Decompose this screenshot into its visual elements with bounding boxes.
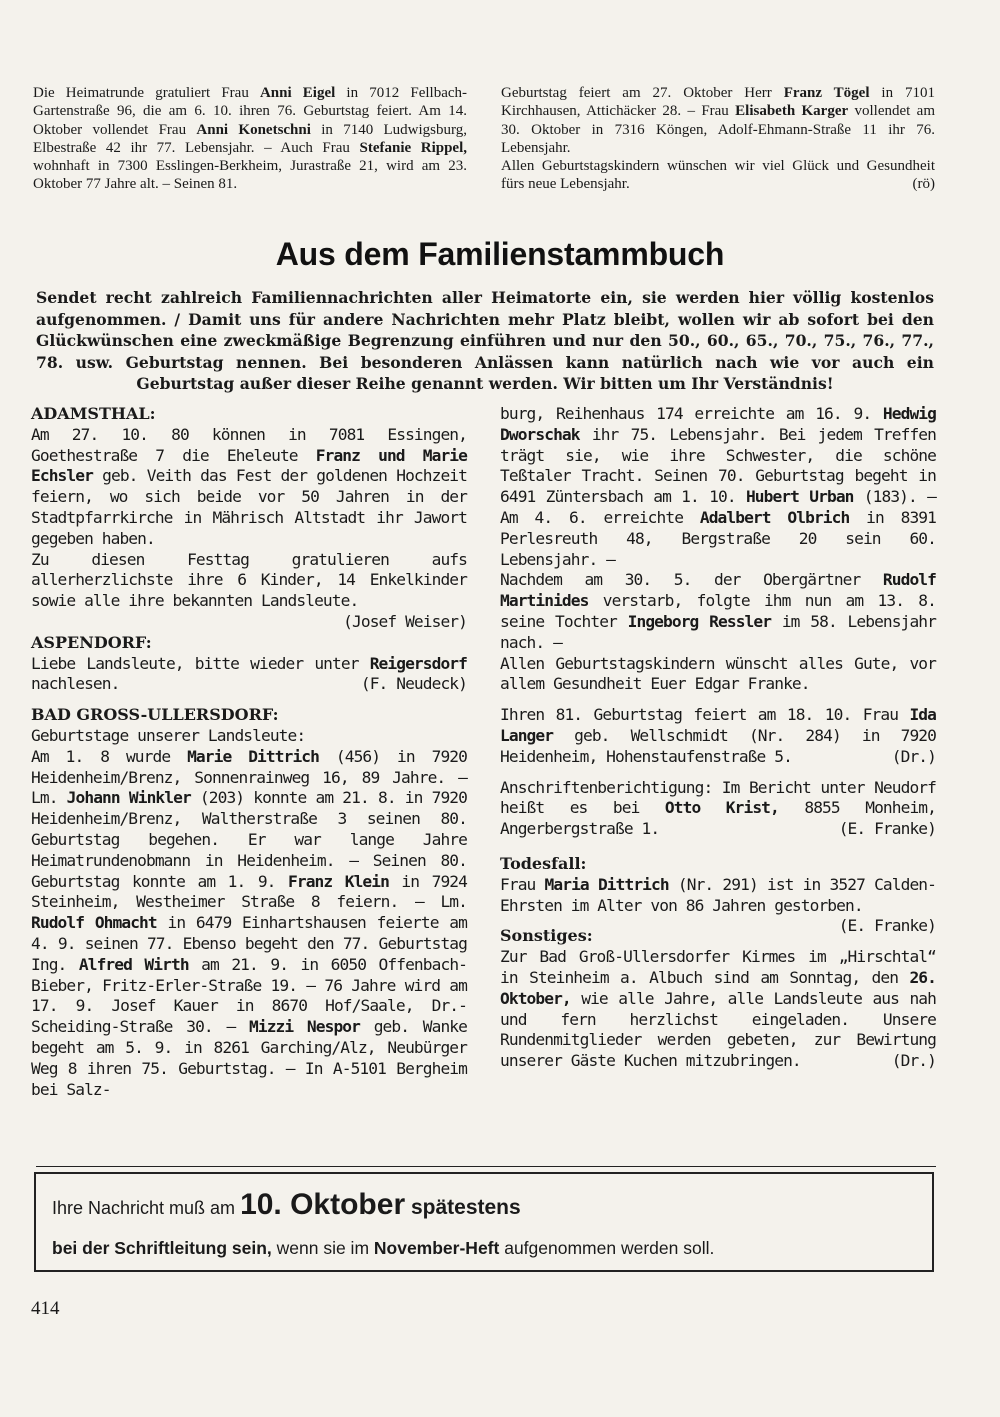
notice-line-2: bei der Schriftleitung sein, wenn sie im November-Heft aufgenommen werden soll.	[52, 1238, 715, 1258]
sonstiges-title: Sonstiges:	[500, 926, 593, 946]
bad-gross-ullersdorf-title: BAD GROSS-ULLERSDORF:	[31, 705, 279, 725]
deadline-notice-box	[34, 1172, 934, 1272]
top-right-signature: (rö)	[912, 176, 935, 193]
anschrift-signature: (E. Franke)	[838, 819, 936, 839]
bad-birthdays-paragraph: Am 1. 8 wurde Marie Dittrich (456) in 7920 Heidenheim/Brenz, Sonnenrainweg 16, 89 Jahre. – Lm. Johann Winkler (203) konnte am 21. 8. in 7920 Heidenheim/Brenz, Waltherstraße 3 seinen 80. Geburtstag begehen. Er war lange Jahre Heimatrundenobmann in Heidenheim. – Seinen 80. Geburtstag konnte am 1. 9. Franz Klein in 7924 Steinheim, Westheimer Straße 8 feiern. – Lm. Rudolf Ohmacht in 6479 Einhartshausen feierte am 4. 9. seinen 77. Ebenso begeht den 77. Geburtstag Ing. Alfred Wirth am 21. 9. in 6050 Offenbach-Bieber, Fritz-Erler-Straße 19. – 76 Jahre wird am 17. 9. Josef Kauer in 8670 Hof/Saale, Dr.-Scheiding-Straße 30. – Mizzi Nespor geb. Wanke begeht am 5. 9. in 8261 Garching/Alz, Neubürger Weg 8 ihren 75. Geburtstag. – In A-5101 Bergheim bei Salz-	[31, 746, 468, 1099]
notice-rule	[36, 1166, 936, 1167]
adamsthal-paragraph: Am 27. 10. 80 können in 7081 Essingen, Goethestraße 7 die Eheleute Franz und Marie Echsler geb. Veith das Fest der goldenen Hochzeit feiern, wo sich beide vor 50 Jahren in der Stadtpfarrkirche in Mährisch Altstadt ihr Jawort gegeben haben.	[31, 424, 467, 548]
aspendorf-paragraph: Liebe Landsleute, bitte wieder unter Reigersdorf nachlesen. (F. Neudeck)	[31, 653, 467, 694]
page-number: 414	[31, 1298, 60, 1319]
bad-birthdays-continued: burg, Reihenhaus 174 erreichte am 16. 9. Hedwig Dworschak ihr 75. Lebensjahr. Bei jedem Treffen trägt sie, wie ihre Schwester, die schöne Teßtaler Tracht. Seinen 70. Geburtstag begeht in 6491 Züntersbach am 1. 10. Hubert Urban (183). – Am 4. 6. erreichte Adalbert Olbrich in 8391 Perlesreuth 48, Bergstraße 20 sein 60. Lebensjahr. –	[500, 404, 937, 569]
todesfall-signature: (E. Franke)	[838, 916, 936, 936]
anschrift-paragraph: Anschriftenberichtigung: Im Bericht unter Neudorf heißt es bei Otto Krist, 8855 Monheim, Angerbergstraße 1. (E. Franke)	[500, 777, 936, 839]
top-right-column	[501, 84, 935, 194]
adamsthal-signature: (Josef Weiser)	[343, 611, 467, 631]
left-column	[31, 404, 467, 1100]
adamsthal-title: ADAMSTHAL:	[31, 404, 156, 423]
adamsthal-paragraph-2: Zu diesen Festtag gratulieren aufs allerherzlichste ihre 6 Kinder, 14 Enkelkinder sowie alle ihre bekannten Landsleute.	[31, 549, 467, 611]
martinides-paragraph: Nachdem am 30. 5. der Obergärtner Rudolf Martinides verstarb, folgte ihm nun am 13. 8. seine Tochter Ingeborg Ressler im 58. Lebensjahr nach. –	[500, 570, 936, 652]
top-right-closing: Allen Geburtstagskindern wünschen wir viel Glück und Gesundheit fürs neue Lebensjahr. (rö)	[501, 158, 935, 193]
todesfall-paragraph: Frau Maria Dittrich (Nr. 291) ist in 3527 Calden-Ehrsten im Alter von 86 Jahren gestorben. (E. Franke)	[500, 874, 936, 936]
sonstiges-paragraph: Zur Bad Groß-Ullersdorfer Kirmes im „Hirschtal“ in Steinheim a. Albuch sind am Sonntag, den 26. Oktober, wie alle Jahre, alle Landsleute aus nah und fern herzlichst eingeladen. Unsere Rundenmitglieder werden gebeten, zur Bewirtung unserer Gäste Kuchen mitzubringen. (Dr.)	[500, 947, 936, 1071]
bad-intro: Geburtstage unserer Landsleute:	[31, 725, 306, 745]
aspendorf-signature: (F. Neudeck)	[360, 674, 467, 694]
top-left-column	[33, 84, 467, 194]
greeting-paragraph: Allen Geburtstagskindern wünscht alles Gute, vor allem Gesundheit Euer Edgar Franke.	[500, 653, 936, 694]
aspendorf-title: ASPENDORF:	[31, 632, 152, 652]
ida-langer-paragraph: Ihren 81. Geburtstag feiert am 18. 10. Frau Ida Langer geb. Wellschmidt (Nr. 284) in 7920 Heidenheim, Hohenstaufenstraße 5. (Dr.)	[500, 705, 936, 766]
todesfall-title: Todesfall:	[500, 853, 587, 873]
notice-line-1: Ihre Nachricht muß am 10. Oktober spätestens	[52, 1188, 521, 1221]
section-heading: Aus dem Familienstammbuch	[275, 236, 725, 272]
deadline-date: 10. Oktober	[240, 1188, 406, 1221]
right-column	[500, 404, 936, 1072]
ida-signature: (Dr.)	[891, 746, 936, 766]
top-right-paragraph: Geburtstag feiert am 27. Oktober Herr Franz Tögel in 7101 Kirchhausen, Attichäcker 28. – Frau Elisabeth Karger vollendet am 30. Oktober in 7316 Köngen, Adolf-Ehmann-Straße 11 ihr 76. Lebensjahr.	[501, 85, 936, 156]
intro-text: Sendet recht zahlreich Familiennachrichten aller Heimatorte ein, sie werden hier völlig kostenlos aufgenommen. / Damit uns für andere Nachrichten mehr Platz bleibt, wollen wir ab sofort bei den Glückwünschen eine zweckmäßige Begrenzung einführen und nur den 50., 60., 65., 70., 75., 76., 77., 78. usw. Geburtstag nennen. Bei besonderen Anlässen kann natürlich nach wie vor auch ein Geburtstag außer dieser Reihe genannt werden. Wir bitten um Ihr Verständnis!	[36, 288, 934, 394]
sonstiges-signature: (Dr.)	[891, 1051, 936, 1071]
top-left-paragraph: Die Heimatrunde gratuliert Frau Anni Eigel in 7012 Fellbach-Gartenstraße 96, die am 6. 10. ihren 76. Geburtstag feiert. Am 14. Oktober vollendet Frau Anni Konetschni in 7140 Ludwigsburg, Elbestraße 42 ihr 77. Lebensjahr. – Auch Frau Stefanie Rippel, wohnhaft in 7300 Esslingen-Berkheim, Jurastraße 21, wird am 23. Oktober 77 Jahre alt. – Seinen 81.	[33, 85, 468, 193]
